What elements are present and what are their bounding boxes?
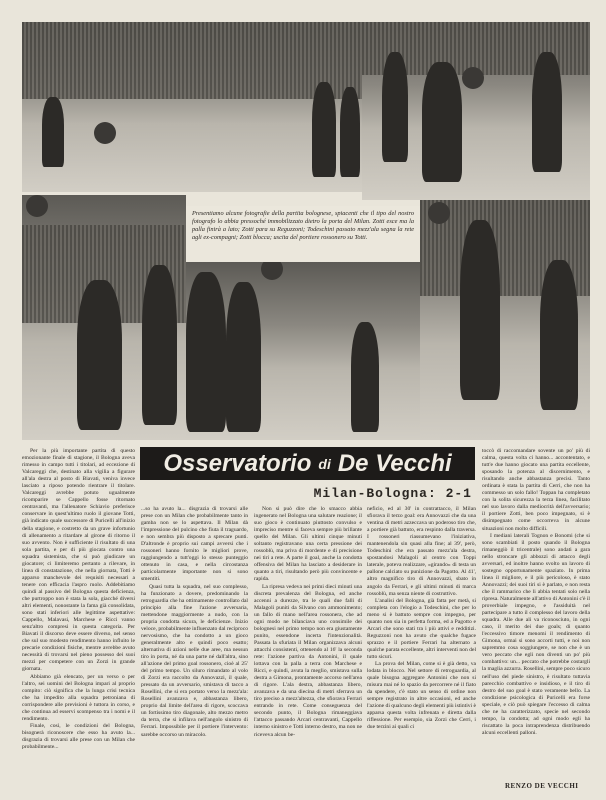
player-figure [422, 62, 462, 182]
photo-middle-right [420, 200, 590, 440]
article-headline [140, 447, 475, 480]
photo-middle-left [22, 195, 186, 440]
player-figure [142, 265, 177, 425]
author-signature: RENZO DE VECCHI [505, 782, 579, 790]
paragraph: neficio, ed al 30' in contrattacco, il Milan sfiorava il terzo goal: era Annovazzi che da una ventina di metri azzeccava un poderoso tiro che, a portiere già battuto, era respinto dalla traversa. I rossoneri riassumevano l'iniziativa, mantenendola sin quasi alla fine; al 39', però, Todeschini che era passato mezz'ala destra, spostandosi Malagoli al centro con Toppi laterale, poteva realizzare, «girando» di testa un pallone calciato su punizione da Pagotto. Al 41', altro magnifico tiro di Annovazzi, sbato in angolo da Ferrari, e gli ultimi minuti di marca rossoblù, ma senza niente di costruttivo. [367, 506, 476, 597]
photo-middle-center [186, 262, 420, 440]
ball [94, 122, 116, 144]
paragraph: L'analisi del Bologna, già fatta per metà, si completa con l'elogio a Todeschini, che per lo meno si è battuto sempre con impegno, per quanto non sia in perfetta forma, ed a Pagotto e Arcari che sono stati tra i più attivi e redditizi. Reguzzoni non ha avuto che qualche fugace sprazzo e il portiere Ferrari ha alternato a qualche parata eccellente, altri interventi non del tutto sicuri. [367, 597, 476, 660]
paragraph: I mediani laterali Tognon e Bonomi (che si sono scambiati il posto quando il Bologna rimaneggiò il tricentrale) sono andati a gara nello stroncare gli abbozzi di attacco degli avversari, ed inoltre hanno svolto un lavoro di sostegno opportunamente spaziato. In prima linea il migliore, e il più pericoloso, è stato Annovazzi; dei suoi tiri si è parlato, e non resta che il rammarico che li abbia tentati solo nella ripresa. Naturalmente all'attivo di Antonini c'è il proverbiale impegno, e l'assiduità nel partecipare a tutto il complesso del lavoro della squadra. Alle due ali va riconosciuto, in ogni caso, il merito dei due goals; di quanto l'eccessivo timore menomi il rendimento di Gimona, ormai si sono accorti tutti, e noi non sapremmo cosa soggiungere, se non che è un vero peccato che egli non diventi un po' più combattivo: un... peccato che potrebbe costargli la maglia azzurra. Rosellini, sempre poco sicuro nell'uso del piede sinistro, è risultato tuttavia parecchio combattivo e insidioso, e il tiro di destro del suo goal è stato veramente bello. La condizione psicologica di Puricelli era forse speciale, e ciò può spiegare l'eccesso di calma che ne ha caratterizzato, specie nel secondo tempo, la condotta; ad ogni modo egli ha riscattato la poca intraprendenza distribuendo alcuni eccellenti palloni. [482, 532, 590, 736]
player-figure [351, 322, 379, 432]
player-figure [312, 82, 336, 177]
match-result-subtitle: Milan-Bologna: 2-1 [313, 486, 472, 501]
player-figure [382, 52, 408, 162]
photo-caption: Presentiamo alcune fotografie della partita bolognese, spiacenti che il tipo del nostro fotografo lo abbia pressoché immobilizzato dietro la porta del Milan. Zotti esce ma la palla finirà a lato; Zotti para su Reguzzoni; Todeschini passato mezz'ala segna la rete agli ex-compagni; Zotti blocca; uscita del portiere rossonero su Totti. [186, 206, 420, 262]
player-figure [186, 272, 226, 432]
player-figure [77, 280, 122, 430]
crowd-background [22, 22, 362, 99]
player-figure [340, 87, 360, 177]
text-column-2 [141, 506, 248, 794]
paragraph: toccò di raccomandare sovente un po' più di calma, questa volta ci hanno... accontentato, e tutt'e due hanno giocato una partita eccellente, sposando la potenza al discernimento, e risultando anche abbastanza precisi. Tanto ordinata è stata la partita di Cerri, che non ha commesso un solo fallo! Toppan ha completato con la solita sicurezza la terza linea, facilitato nel suo lavoro dalla mediocrità dell'avversario; il portiere Zotti, ben poco impegnato, si è disimpegnato come occorreva in alcune situazioni non molto difficili. [482, 448, 590, 532]
headline-name: De Vecchi [337, 449, 452, 477]
headline-connector: di [318, 455, 331, 472]
headline-main: Osservatorio [163, 449, 312, 477]
ball [462, 67, 484, 89]
player-figure [540, 260, 578, 410]
ball [26, 195, 48, 217]
photo-top-right [362, 22, 590, 200]
paragraph: Per la più importante partita di questo emozionante finale di stagione, il Bologna aveva rimesso in campo tutti i titolari, ad eccezione di Valcareggi che, destinato alla vigilia a figurare all'ala destra al posto di Biavati, veniva invece lasciato a riposo potendo rientrare il titolare. Valcareggi avrebbe potuto ugualmente ricomparire se Cappello fosse ritornato centravanti, ma l'allenatore Schiavio preferisce conservare in quest'ultimo ruolo il giovane Totti, già indicato quale successore di Puricelli all'inizio della stagione, e costretto da un grave infortunio di allenamento a ritardare al girone di ritorno il suo avvento. Non è sufficiente il risultato di una sola partita, e per di più giocata contro una squadra sistemista, che si può giudicare un giocatore; ci limiteremo pertanto a rilevare, in linea di constatazione, che nella giornata, Totti è apparso manchevole dei requisiti necessari a tenere con efficacia l'aspro ruolo. Addebitiamo quindi al passivo del Bologna questa deficienza, che purtroppo non è stata la sola, giacché diversi altri elementi, nonostante la fama già consolidata, sono stati inferiori alle legittime aspettative: Cappello, Malavasi, Marchese e Ricci vanno senz'altro compresi in questa categoria. Per Biavati il discorso deve essere diverso, nel senso che sul suo modesto rendimento hanno influito le precarie condizioni fisiche, mentre avrebbe avuto necessità di trovarsi nel pieno possesso dei suoi mezzi per competere con un Zorzi in grande giornata. [22, 448, 135, 673]
paragraph: ...so ha avuto la... disgrazia di trovarsi alle prese con un Milan che probabilmente tanto in gamba non se lo aspettava. Il Milan dà l'impressione del pulcino che fiuta il traguardo, e non sembra più disposto a sprecare punti. D'altronde è proprio sui campi avversi che i rossoneri hanno fornito le migliori prove, raggiungendo a tutt'oggi lo stesso punteggio ottenuto in casa, e nella circostanza particolarmente importante non si sono smentiti. [141, 506, 248, 583]
text-column-3 [254, 506, 362, 794]
player-figure [226, 282, 261, 432]
text-column-5 [482, 448, 590, 776]
player-figure [460, 220, 500, 400]
player-figure [42, 97, 64, 167]
paragraph: Finale, così, le condizioni del Bologna, bisognerà riconoscere che esso ha avuto la... disgrazia di trovarsi alle prese con un Milan che probabilmente... [22, 722, 135, 750]
ball [428, 202, 450, 224]
paragraph: La prova del Milan, come si è già detto, va lodata in blocco. Nel settore di retroguardia, al quale bisogna aggregare Antonini che non si misura mai né lo spazio da percorrere né il fiato da spendere, c'è stato un senso di ordine non sempre registrato in altre occasioni, ed anche l'azione di qualcuno degli elementi più istintivi è apparsa questa volta infrenata e diretta dalla riflessione. Per esempio, sia Zorzi che Cerri, i due terzini ai quali ci [367, 661, 476, 731]
paragraph: La ripresa vedeva nei primi dieci minuti una discreta prevalenza del Bologna, ed anche accenni a durezze, tra le quali due falli di Malagoli puniti da Silvano con ammonimento; un fallo di mano nell'area rossonera, che ad ogni modo ne bilanciava uno consimile dei bolognesi nel primo tempo non era giustamente punito, essendone incerta l'intenzionalità. Passata la sfuriata il Milan organizzava alcuni attacchi consistenti, ottenendo al 16' la seconda rete: l'azione partiva da Antonini, il quale lottava con la palla a terra con Marchese e Ricci, e quindi, avuta la meglio, smistava sulla destra a Gimona, prontamente accorso nell'area di rigore. L'ala destra, abbastanza libero, avanzava e da una diecina di metri sferrava un tiro preciso a mezz'altezza, che sfiorava Ferrari entrando in rete. Come conseguenza del secondo punto, il Bologna rimaneggiava l'attacco passando Arcari centravanti, Cappello interno sinistro e Totti interno destro, ma non ne ricevevа alcun be- [254, 583, 362, 738]
paragraph: Non si può dire che lo smacco abbia ingenerato nel Bologna una salutare reazione; il suo gioco è continuato piuttosto convulso e impreciso mentre si faceva sempre più brillante quello del Milan. Gli ultimi cinque minuti soltanto registravano una certa pressione dei rossoblù, ma priva di mordente e di precisione nei tiri a rete. A parte il goal, anche la condotta offensiva del Milan ha lasciato a desiderare in quanto a tiri, risultando però più convincente e rapida. [254, 506, 362, 583]
text-column-4 [367, 506, 476, 794]
photo-top-left [22, 22, 362, 192]
player-figure [532, 52, 562, 172]
text-column-1 [22, 448, 135, 794]
paragraph: Abbiamo già elencato, per un verso o per l'altro, sei uomini del Bologna impari al proprio compito: ciò significa che la lunga crisi tecnica che ha impedito alla squadra petroniana di corrispondere alle previsioni è tuttora in corso, e che continua ad esservi scompenso tra i nomi e il rendimento. [22, 673, 135, 722]
ball [261, 262, 283, 280]
paragraph: Quasi tutta la squadra, nel suo complesso, ha funzionato a dovere, predominando la retroguardia che ha ottimamente controllato dal principio alla fine l'azione avversaria, mettendone maggiormente a nudo, con la propria condotta sicura, le deficienze. Inizio veloce, probabilmente influenzato dal reciproco nervosismo, che ha condotto a un gioco generalmente alto e quindi poco esatto; alternativa di azioni nelle due aree, ma nessun tiro in porta, né da una parte né dall'altra, sino all'azione del primo goal rossonero, cioè al 25' del primo tempo. Un siluro rimandato al volo di Zorzi era raccolto da Annovazzi, il quale, pressato da un avversario, smistava di tacco a Rosellini, che si era portato verso la mezz'ala: Rosellini avanzava e, abbastanza libero, proprio dal limite dell'area di rigore, scoccava un fortissimo tiro diagonale, alto mezzo metro da terra, che si infilava nell'angolo sinistro di Ferrari. Impossibile per il portiere l'intervento: sarebbe occorso un miracolo. [141, 583, 248, 738]
